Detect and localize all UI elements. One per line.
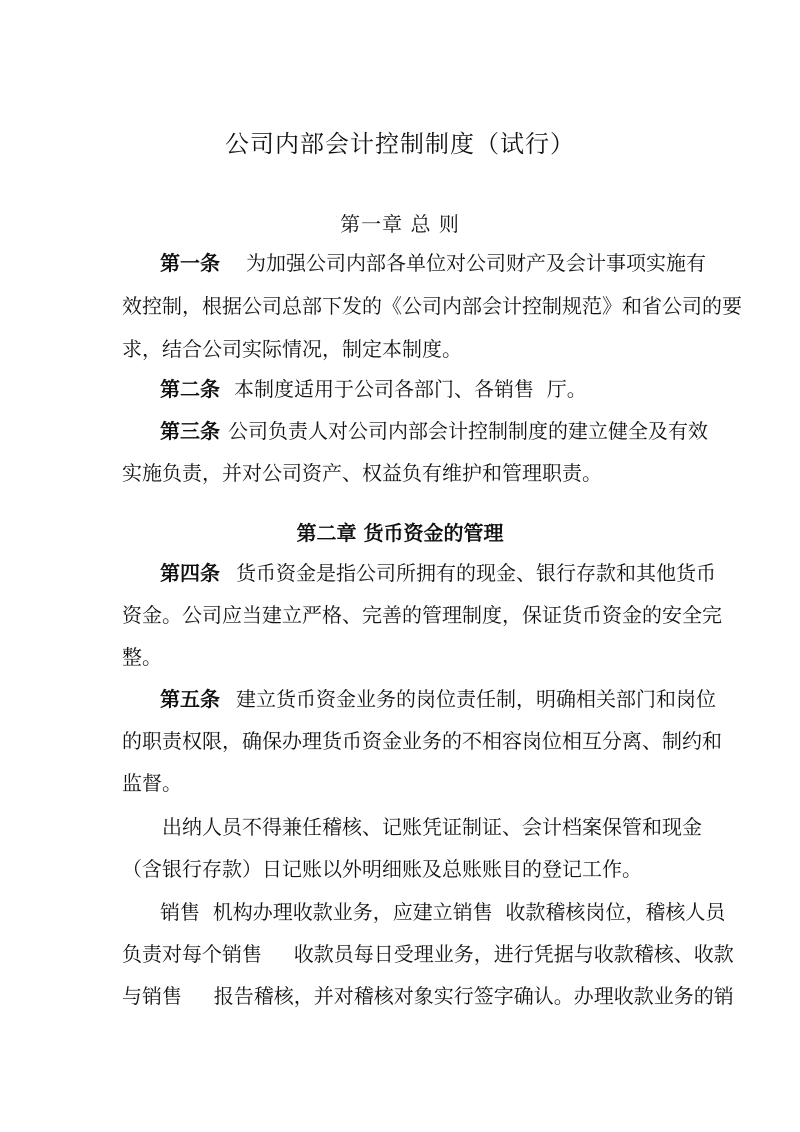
- document-title: 公司内部会计控制制度（试行）: [225, 130, 575, 158]
- sales-paragraph-line-2: 负责对每个销售 收款员每日受理业务，进行凭据与收款稽核、收款: [122, 942, 734, 966]
- article-5-line-2: 的职责权限，确保办理货币资金业务的不相容岗位相互分离、制约和: [122, 729, 722, 753]
- article-3-line-2: 实施负责，并对公司资产、权益负有维护和管理职责。: [122, 461, 602, 485]
- article-5-label: 第五条: [160, 687, 220, 711]
- chapter-2-heading: 第二章 货币资金的管理: [296, 521, 504, 545]
- article-5-line-3: 监督。: [122, 771, 182, 795]
- article-1-line-2: 效控制，根据公司总部下发的《公司内部会计控制规范》和省公司的要: [122, 294, 742, 318]
- cashier-paragraph-line-2: （含银行存款）日记账以外明细账及总账账目的登记工作。: [122, 857, 642, 881]
- sales-paragraph-line-1: 销售 机构办理收款业务，应建立销售 收款稽核岗位，稽核人员: [160, 900, 726, 924]
- article-4-line-2: 资金。公司应当建立严格、完善的管理制度，保证货币资金的安全完: [122, 603, 722, 627]
- article-1-line-3: 求，结合公司实际情况，制定本制度。: [122, 337, 462, 361]
- article-1-label: 第一条: [160, 251, 220, 275]
- article-3-label: 第三条: [160, 419, 220, 443]
- article-4-line-3: 整。: [122, 645, 162, 669]
- article-2-label: 第二条: [160, 377, 220, 401]
- article-4-line-1: 货币资金是指公司所拥有的现金、银行存款和其他货币: [236, 561, 716, 585]
- article-2-text: 本制度适用于公司各部门、各销售 厅。: [234, 377, 587, 401]
- chapter-1-heading: 第一章 总 则: [340, 212, 460, 236]
- article-4-label: 第四条: [160, 561, 220, 585]
- article-3-line-1: 公司负责人对公司内部会计控制制度的建立健全及有效: [228, 419, 708, 443]
- sales-paragraph-line-3: 与销售 报告稽核，并对稽核对象实行签字确认。办理收款业务的销: [122, 984, 734, 1008]
- article-1-line-1: 为加强公司内部各单位对公司财产及会计事项实施有: [246, 251, 706, 275]
- cashier-paragraph-line-1: 出纳人员不得兼任稽核、记账凭证制证、会计档案保管和现金: [162, 815, 702, 839]
- article-5-line-1: 建立货币资金业务的岗位责任制，明确相关部门和岗位: [236, 687, 716, 711]
